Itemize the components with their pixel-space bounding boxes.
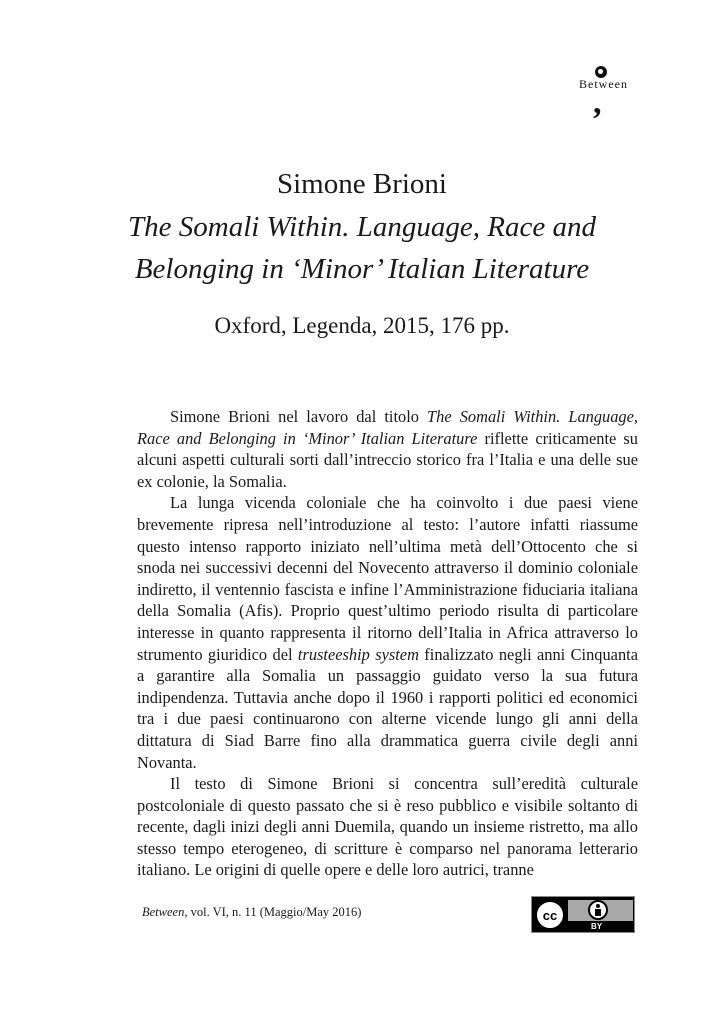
p2-term: trusteeship system xyxy=(297,644,419,664)
paragraph-1 xyxy=(137,406,638,492)
by-label: BY xyxy=(591,922,603,931)
p1-text-b: riflette criticamente su alcuni aspetti culturali sorti dall’intreccio storico fra l’Italia e una delle sue ex colonie, la Somalia. xyxy=(137,428,638,491)
paragraph-3: Il testo di Simone Brioni si concentra sull’eredità culturale postcoloniale di questo passato che si è reso pubblico e visibile soltanto di recente, dagli inizi degli anni Duemila, quando un insieme ristretto, ma allo stesso tempo eterogeneo, di scritture è comparso nel panorama letterario italiano. Le origini di quelle opere e delle loro autrici, tranne xyxy=(137,774,638,880)
attribution-icon xyxy=(588,900,608,920)
logo-word: Between xyxy=(579,77,628,91)
logo-comma-icon: , xyxy=(593,84,602,121)
footer-journal: Between xyxy=(142,905,185,919)
book-title xyxy=(100,206,624,290)
footer-volume: , vol. VI, n. 11 (Maggio/May 2016) xyxy=(184,905,362,919)
cc-icon: cc xyxy=(535,900,565,930)
p1-text-a: Simone Brioni nel lavoro dal titolo xyxy=(170,407,428,426)
p2-text-b: finalizzato negli anni Cinquanta a garantire alla Somalia un passaggio guidato verso la sua futura indipendenza. Tuttavia anche dopo il 1960 i rapporti politici ed economici tra i due paesi continuarono con alterne vicende lungo gli anni della dittatura di Siad Barre fino alla drammatica guerra civile degli anni Novanta. xyxy=(137,644,638,772)
publication-info: Oxford, Legenda, 2015, 176 pp. xyxy=(214,313,510,338)
journal-logo xyxy=(577,66,647,126)
footer-citation xyxy=(142,905,361,920)
p1-book-title: The Somali Within. Language, Race and Belonging in ‘Minor’ Italian Literature xyxy=(137,407,638,448)
book-title-line-1: The Somali Within. Language, Race and xyxy=(128,211,596,243)
p2-text-a: La lunga vicenda coloniale che ha coinvolto i due paesi viene brevemente ripresa nell’introduzione al testo: l’autore infatti riassume questo intenso rapporto iniziato nell’ultima metà dell’Ottocento che si snoda nei successivi decenni del Novecento attraverso il dominio coloniale indiretto, il ventennio fascista e infine l’Amministrazione fiduciaria italiana della Somalia (Afis). Proprio quest’ultimo periodo risulta di particolare interesse in quanto rappresenta il ritorno dell’Italia in Africa attraverso lo strumento giuridico del xyxy=(137,493,638,664)
author-name: Simone Brioni xyxy=(277,168,447,200)
cc-by-license-badge[interactable] xyxy=(531,896,635,933)
article-body xyxy=(137,406,638,881)
paragraph-2 xyxy=(137,492,638,773)
book-title-line-2: Belonging in ‘Minor’ Italian Literature xyxy=(134,253,590,285)
